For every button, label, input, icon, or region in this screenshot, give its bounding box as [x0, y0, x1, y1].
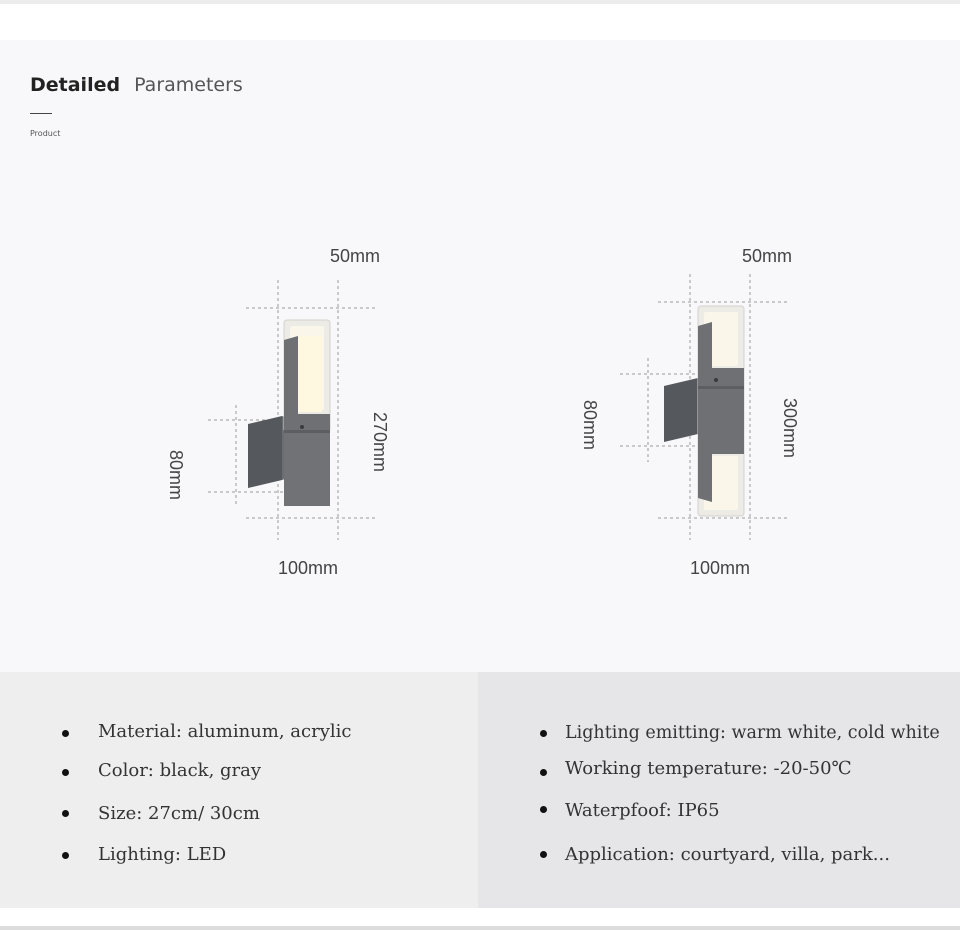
- dim-height: 270mm: [370, 412, 390, 473]
- title-dash: [30, 113, 52, 114]
- dim-bottom-width: 100mm: [278, 558, 339, 578]
- bullet-icon: [62, 852, 69, 859]
- specs-right-panel: [478, 672, 960, 908]
- dimension-diagram-single: [160, 240, 460, 600]
- bullet-icon: [540, 806, 547, 813]
- dim-top-width: 50mm: [330, 246, 381, 266]
- spec-item-application: Application: courtyard, villa, park...: [565, 844, 890, 865]
- top-divider: [0, 0, 960, 4]
- bullet-icon: [540, 769, 547, 776]
- spec-item-lighting: Lighting: LED: [98, 844, 227, 865]
- bottom-divider: [0, 926, 960, 930]
- spec-item-emitting: Lighting emitting: warm white, cold white: [565, 723, 940, 743]
- dim-mount: 80mm: [580, 400, 600, 451]
- title-bold: Detailed: [30, 74, 121, 96]
- dim-mount: 80mm: [166, 450, 186, 501]
- spec-item-temperature: Working temperature: -20-50℃: [565, 758, 852, 779]
- spec-item-color: Color: black, gray: [98, 760, 262, 781]
- bullet-icon: [62, 730, 69, 737]
- section-subtitle: Product: [30, 129, 61, 138]
- title-light: Parameters: [134, 74, 243, 96]
- bullet-icon: [62, 810, 69, 817]
- spec-item-material: Material: aluminum, acrylic: [98, 721, 352, 742]
- spec-item-size: Size: 27cm/ 30cm: [98, 803, 260, 824]
- specs-left-panel: [0, 672, 478, 908]
- section-title: [30, 74, 243, 96]
- dim-top-width: 50mm: [742, 246, 793, 266]
- lamp-drawing-single: [160, 240, 460, 600]
- bullet-icon: [540, 851, 547, 858]
- bullet-icon: [62, 769, 69, 776]
- dim-bottom-width: 100mm: [690, 558, 751, 578]
- dim-height: 300mm: [780, 398, 800, 459]
- lamp-drawing-double: [572, 240, 872, 600]
- bullet-icon: [540, 730, 547, 737]
- dimension-diagram-double: [572, 240, 872, 600]
- spec-item-waterproof: Waterpfoof: IP65: [565, 800, 720, 821]
